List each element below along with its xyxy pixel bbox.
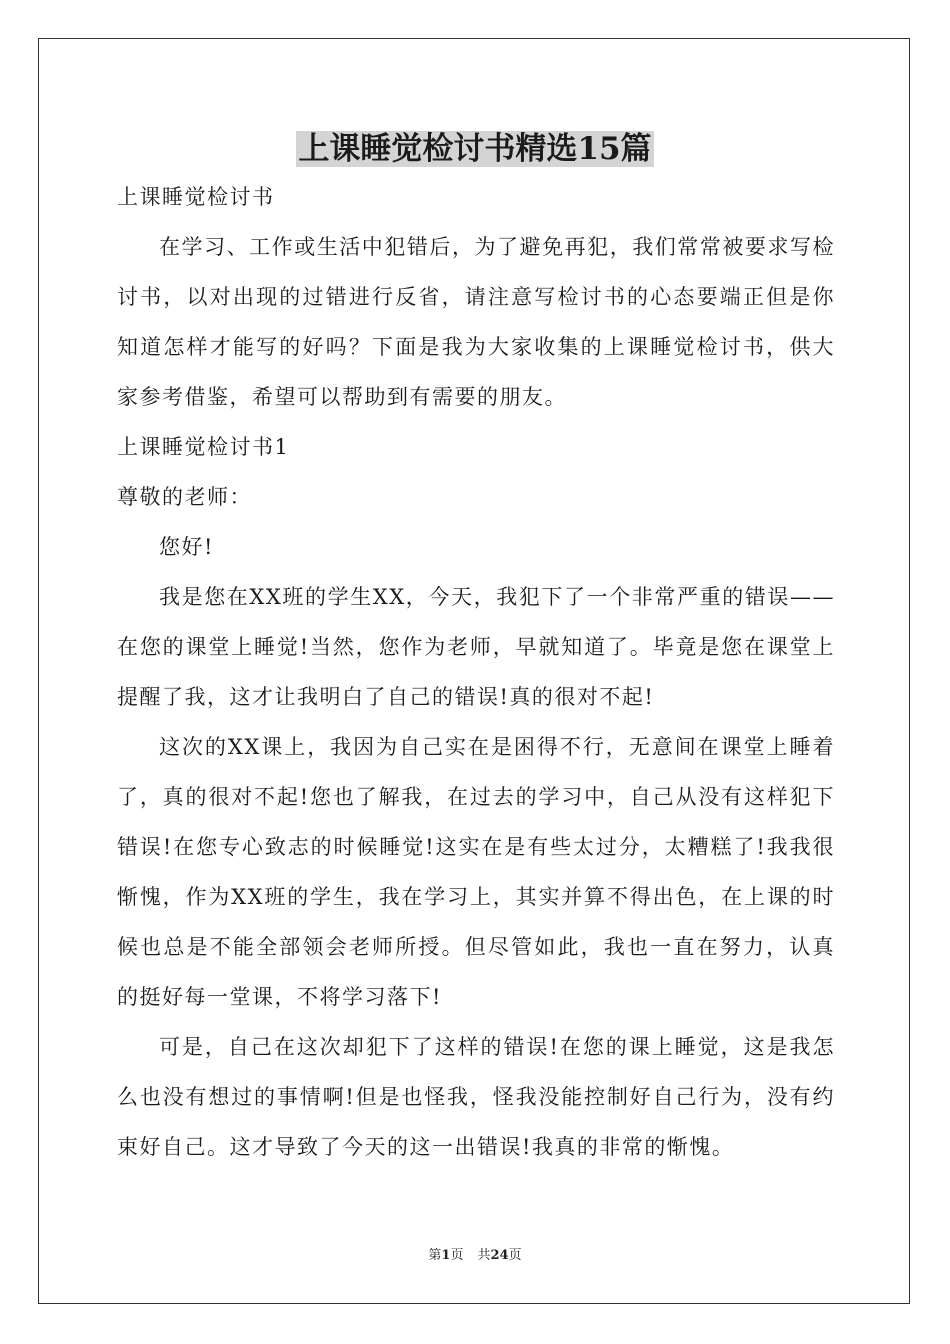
paragraph-salutation: 尊敬的老师： <box>117 485 252 509</box>
page-footer <box>0 1247 950 1265</box>
page-prefix: 第 <box>428 1248 442 1263</box>
paragraph-intro: 在学习、工作或生活中犯错后，为了避免再犯，我们常常被要求写检讨书，以对出现的过错进行反省，请注意写检讨书的心态要端正但是你知道怎样才能写的好吗？下面是我为大家收集的上课睡觉检讨书，供大家参考借鉴，希望可以帮助到有需要的朋友。 <box>117 235 835 409</box>
paragraph-body-1: 我是您在XX班的学生XX，今天，我犯下了一个非常严重的错误——在您的课堂上睡觉!当然，您作为老师，早就知道了。毕竟是您在课堂上提醒了我，这才让我明白了自己的错误!真的很对不起! <box>117 585 835 709</box>
paragraph-body-2: 这次的XX课上，我因为自己实在是困得不行，无意间在课堂上睡着了，真的很对不起!您也了解我，在过去的学习中，自己从没有这样犯下错误!在您专心致志的时候睡觉!这实在是有些太过分，太糟糕了!我我很惭愧，作为XX班的学生，我在学习上，其实并算不得出色，在上课的时候也总是不能全部领会老师所授。但尽管如此，我也一直在努力，认真的挺好每一堂课，不将学习落下! <box>117 735 835 1009</box>
paragraph-heading-1: 上课睡觉检讨书1 <box>117 435 290 459</box>
document-title-text: 上课睡觉检讨书精选15篇 <box>298 131 652 167</box>
paragraph-body-3: 可是，自己在这次却犯下了这样的错误!在您的课上睡觉，这是我怎么也没有想过的事情啊!但是也怪我，怪我没能控制好自己行为，没有约束好自己。这才导致了今天的这一出错误!我真的非常的惭愧。 <box>117 1035 835 1159</box>
page-number: 1 <box>441 1248 451 1263</box>
total-pages: 24 <box>490 1248 509 1263</box>
paragraph-heading-intro: 上课睡觉检讨书 <box>117 185 275 209</box>
document-title <box>0 128 950 170</box>
total-suffix: 页 <box>508 1248 522 1263</box>
paragraph-greeting: 您好! <box>159 535 214 559</box>
total-prefix: 共 <box>477 1248 491 1263</box>
document-body <box>117 172 835 1172</box>
page-suffix: 页 <box>450 1248 464 1263</box>
